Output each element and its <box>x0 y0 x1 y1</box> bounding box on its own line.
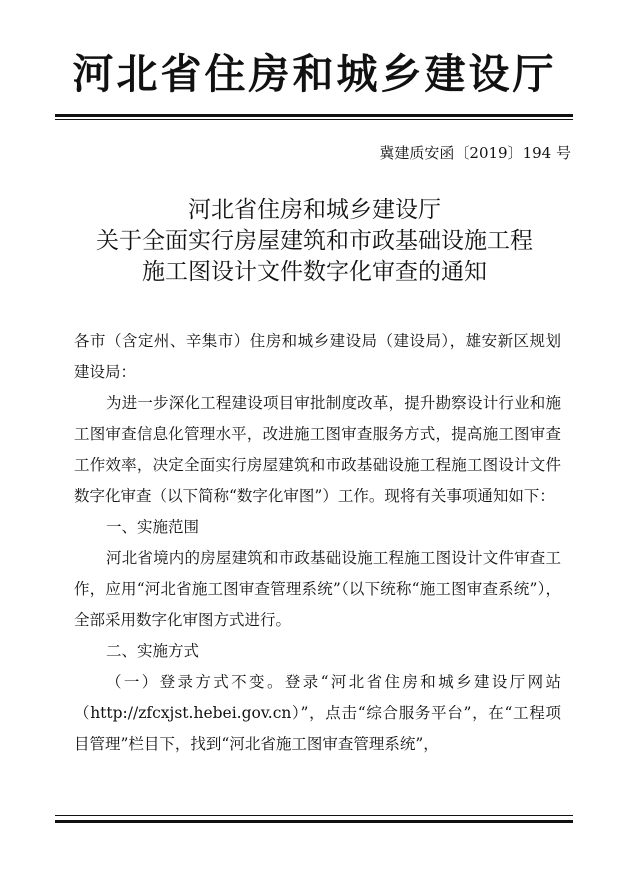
scope-paragraph: 河北省境内的房屋建筑和市政基础设施工程施工图设计文件审查工作，应用“河北省施工图审查管理系统”（以下统称“施工图审查系统”），全部采用数字化审图方式进行。 <box>74 549 561 629</box>
header-rule-thin <box>55 119 573 120</box>
section-heading-method: 二、实施方式 <box>106 642 200 660</box>
notice-title <box>55 195 574 288</box>
footer-rule-thin <box>55 815 573 816</box>
document-number: 冀建质安函〔2019〕194 号 <box>379 144 571 162</box>
header-rule-thick <box>55 114 573 117</box>
intro-paragraph: 为进一步深化工程建设项目审批制度改革，提升勘察设计行业和施工图审查信息化管理水平，改进施工图审查服务方式，提高施工图审查工作效率，决定全面实行房屋建筑和市政基础设施工程施工图设计文件数字化审查（以下简称“数字化审图”）工作。现将有关事项通知如下： <box>74 394 561 505</box>
salutation: 各市（含定州、辛集市）住房和城乡建设局（建设局），雄安新区规划建设局： <box>74 332 561 381</box>
section-heading-scope: 一、实施范围 <box>106 518 200 536</box>
method-item-1: （一）登录方式不变。登录“河北省住房和城乡建设厅网站（http://zfcxjst.hebei.gov.cn）”，点击“综合服务平台”，在“工程项目管理”栏目下，找到“河北省施工图审查管理系统”， <box>74 673 561 753</box>
notice-body <box>74 326 561 760</box>
title-line-1: 河北省住房和城乡建设厅 <box>188 197 441 223</box>
title-line-3: 施工图设计文件数字化审查的通知 <box>142 259 487 285</box>
organization-header: 河北省住房和城乡建设厅 <box>72 50 557 98</box>
footer-rule-thick <box>55 820 573 823</box>
title-line-2: 关于全面实行房屋建筑和市政基础设施工程 <box>96 228 533 254</box>
